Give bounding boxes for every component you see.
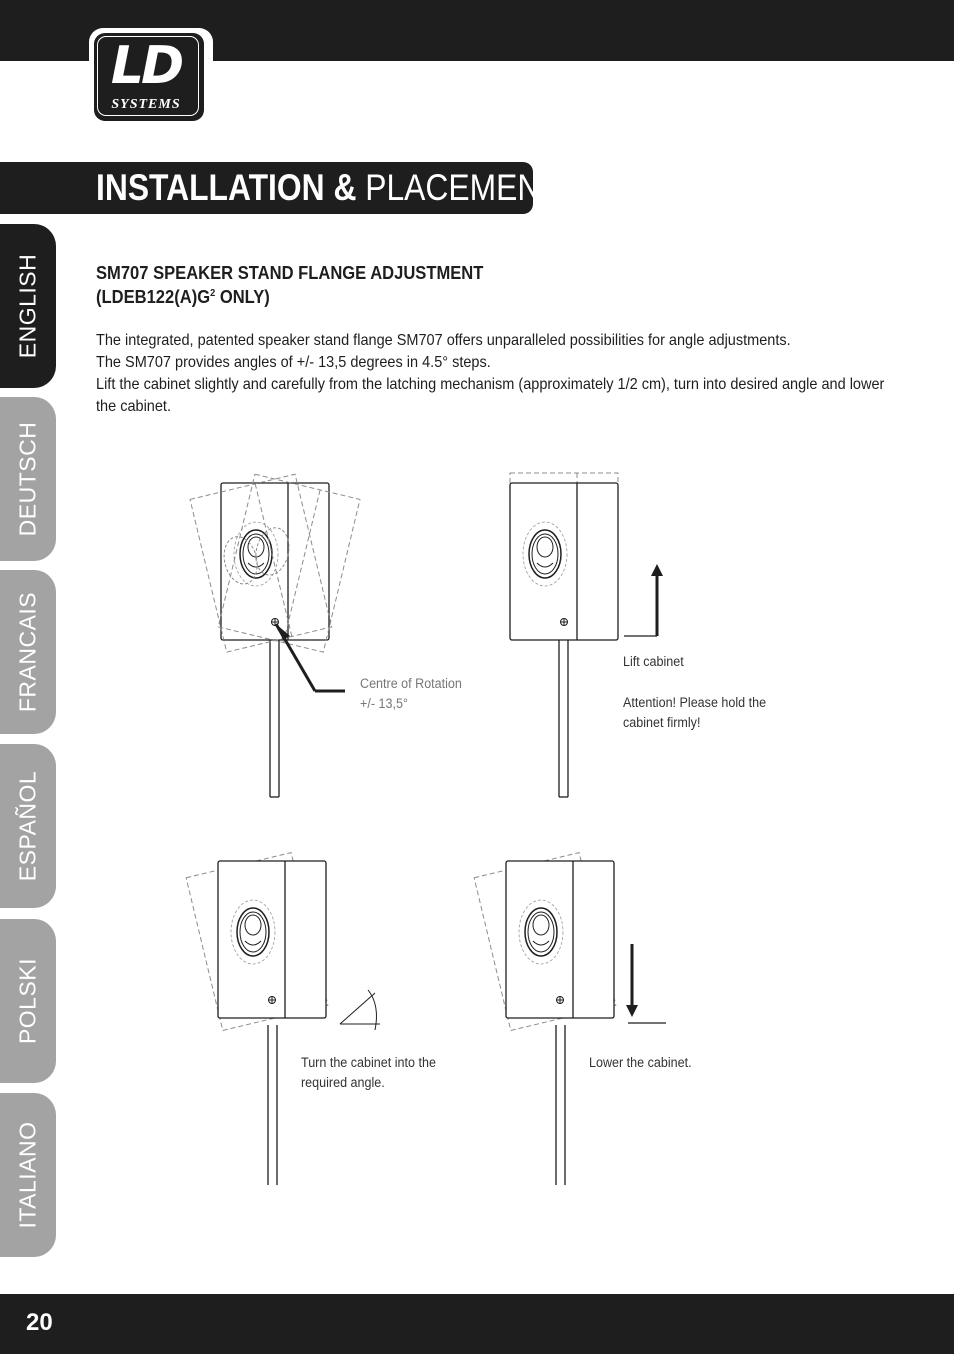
body-paragraph: Lift the cabinet slightly and carefully from the latching mechanism (approximately 1/2 cm), turn into desired angle and lower the cabinet. xyxy=(96,376,885,415)
diagram-lower-cabinet xyxy=(474,853,666,1185)
diagram-centre-of-rotation xyxy=(190,474,360,797)
tab-espanol-label: ESPAÑOL xyxy=(14,770,41,882)
caption-turn-cabinet: Turn the cabinet into the required angle. xyxy=(301,1055,436,1090)
heading-line-1: SM707 SPEAKER STAND FLANGE ADJUSTMENT xyxy=(96,263,484,283)
caption-lower-cabinet: Lower the cabinet. xyxy=(589,1055,692,1070)
body-paragraph: The SM707 provides angles of +/- 13,5 degrees in 4.5° steps. xyxy=(96,354,491,371)
logo-main-text: LD xyxy=(110,36,182,96)
section-title-bold: INSTALLATION & xyxy=(96,167,357,208)
diagram-turn-cabinet xyxy=(186,853,380,1185)
tab-polski-label: POLSKI xyxy=(14,957,41,1045)
section-title-light: PLACEMENT: xyxy=(365,167,566,208)
tab-italiano-label: ITALIANO xyxy=(14,1121,41,1229)
body-paragraph: The integrated, patented speaker stand flange SM707 offers unparalleled possibilities for angle adjustments. xyxy=(96,332,791,349)
logo-sub-text: SYSTEMS xyxy=(111,97,181,112)
tab-francais-label: FRANCAIS xyxy=(14,591,41,713)
heading-line-2: ($LDEB122(A)G^2$ ONLY) xyxy=(96,287,270,307)
caption-lift-cabinet: Lift cabinet Attention! Please hold the cabinet firmly! xyxy=(623,654,767,730)
page-number: 20 xyxy=(26,1309,53,1336)
caption-centre-of-rotation: Centre of Rotation +/- 13,5° xyxy=(360,676,462,711)
tab-english-label: ENGLISH xyxy=(14,253,41,359)
tab-deutsch-label: DEUTSCH xyxy=(14,421,41,537)
footer-bar xyxy=(0,1294,954,1354)
diagram-lift-cabinet xyxy=(510,473,663,797)
